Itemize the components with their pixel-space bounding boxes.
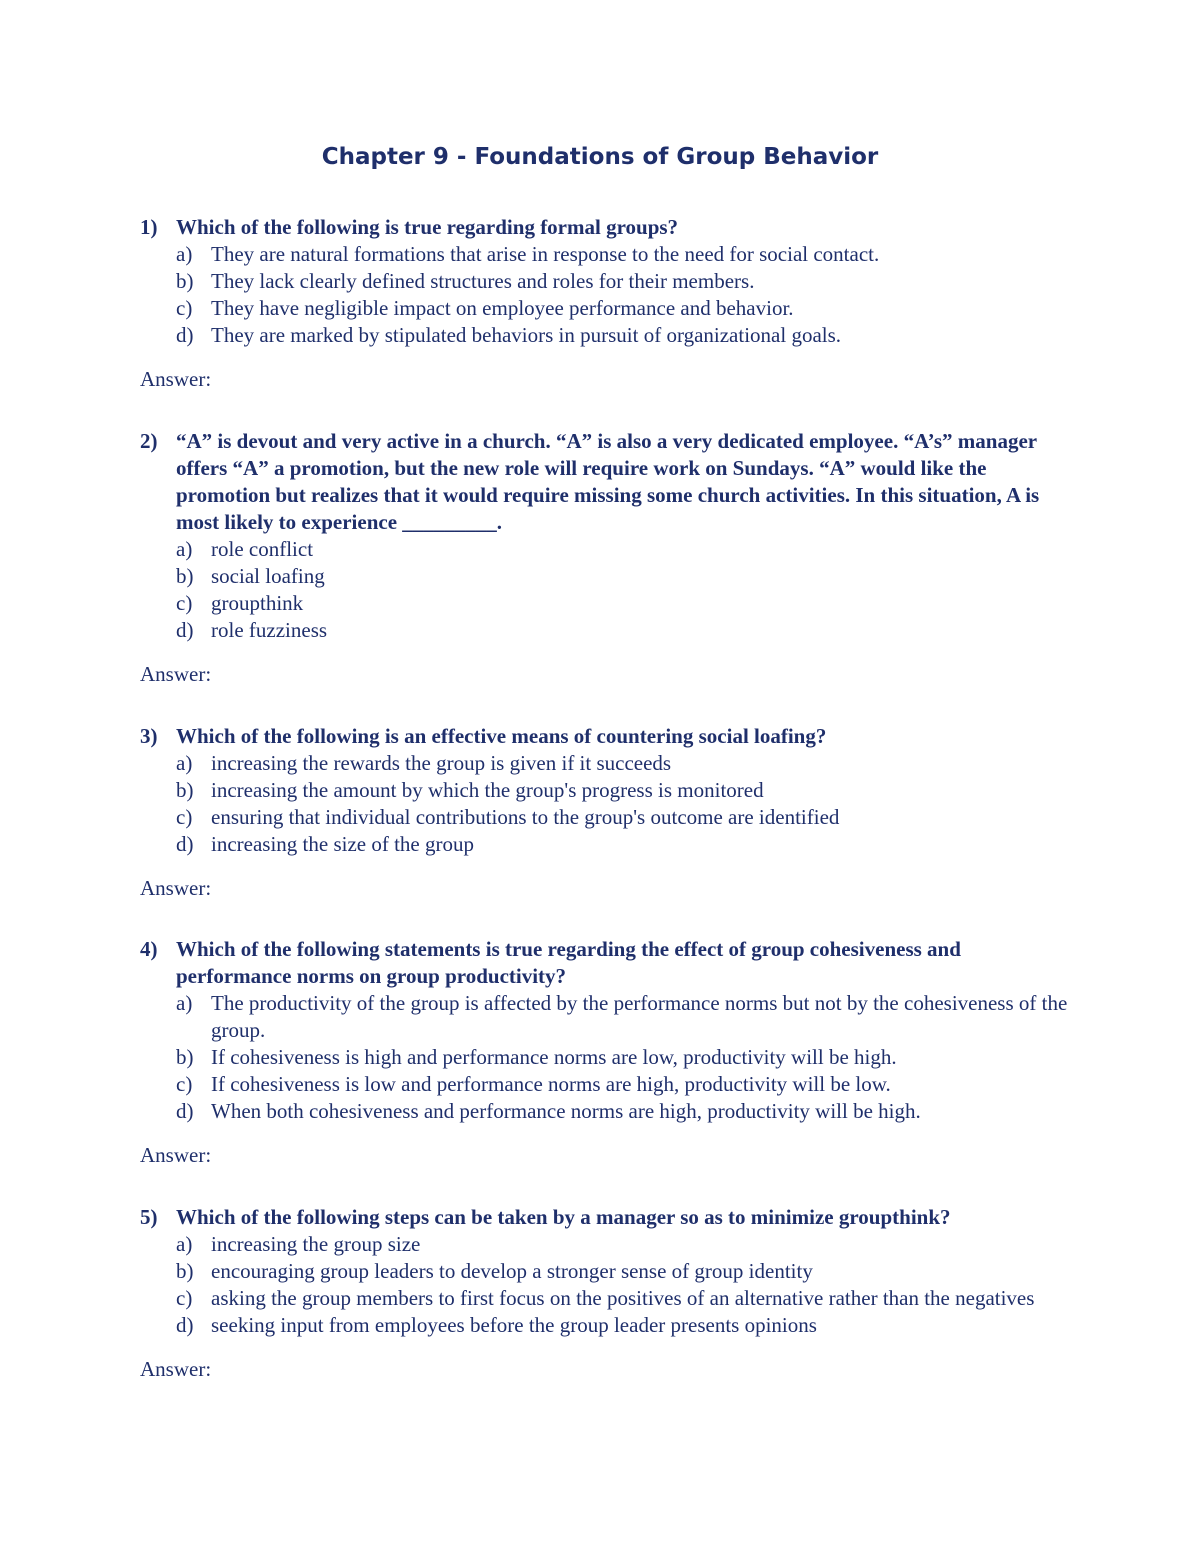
question-number: 1) xyxy=(140,215,158,239)
option-text: role fuzziness xyxy=(211,618,328,642)
option-letter: a) xyxy=(176,751,193,775)
question-4 xyxy=(140,936,1070,1169)
question-text: “A” is devout and very active in a church. “A” is also a very dedicated employee. “A’s” manager offers “A” a promotion, but the new role will require work on Sundays. “A” would like the promotion but realizes that it would require missing some church activities. In this situation, A is most likely to experience _________. xyxy=(176,429,1040,534)
option-text: seeking input from employees before the group leader presents opinions xyxy=(211,1313,817,1337)
option-d xyxy=(140,1098,1070,1125)
option-list xyxy=(140,750,1070,858)
question-stem xyxy=(140,1204,1070,1231)
question-number: 2) xyxy=(140,429,158,453)
option-list xyxy=(140,990,1070,1125)
option-letter: b) xyxy=(176,564,194,588)
option-text: increasing the rewards the group is given if it succeeds xyxy=(211,751,672,775)
option-text: increasing the amount by which the group's progress is monitored xyxy=(211,778,764,802)
option-letter: d) xyxy=(176,1099,194,1123)
option-letter: c) xyxy=(176,296,193,320)
option-d xyxy=(140,1312,1070,1339)
option-letter: b) xyxy=(176,269,194,293)
option-text: groupthink xyxy=(211,591,304,615)
option-text: asking the group members to first focus on the positives of an alternative rather than the negatives xyxy=(211,1286,1035,1310)
option-a xyxy=(140,536,1070,563)
option-text: increasing the size of the group xyxy=(211,832,474,856)
option-letter: a) xyxy=(176,1232,193,1256)
option-text: They are marked by stipulated behaviors in pursuit of organizational goals. xyxy=(211,323,842,347)
option-text: The productivity of the group is affected by the performance norms but not by the cohesiveness of the group. xyxy=(211,991,1068,1042)
question-1 xyxy=(140,214,1070,393)
option-c xyxy=(140,590,1070,617)
option-text: ensuring that individual contributions to the group's outcome are identified xyxy=(211,805,840,829)
option-a xyxy=(140,241,1070,268)
option-text: They are natural formations that arise in response to the need for social contact. xyxy=(211,242,880,266)
answer-label: Answer: xyxy=(140,876,212,900)
option-text: If cohesiveness is high and performance norms are low, productivity will be high. xyxy=(211,1045,897,1069)
option-c xyxy=(140,1285,1070,1312)
option-list xyxy=(140,1231,1070,1339)
option-letter: d) xyxy=(176,832,194,856)
question-stem xyxy=(140,428,1070,536)
option-letter: d) xyxy=(176,1313,194,1337)
question-2 xyxy=(140,428,1070,688)
option-text: They have negligible impact on employee performance and behavior. xyxy=(211,296,794,320)
option-b xyxy=(140,1258,1070,1285)
answer-label: Answer: xyxy=(140,1143,212,1167)
option-b xyxy=(140,563,1070,590)
option-letter: c) xyxy=(176,805,193,829)
option-letter: c) xyxy=(176,591,193,615)
option-d xyxy=(140,831,1070,858)
option-c xyxy=(140,1071,1070,1098)
question-number: 3) xyxy=(140,724,158,748)
answer-label: Answer: xyxy=(140,367,212,391)
page-title: Chapter 9 - Foundations of Group Behavior xyxy=(321,144,879,170)
option-text: increasing the group size xyxy=(211,1232,421,1256)
option-d xyxy=(140,322,1070,349)
option-b xyxy=(140,777,1070,804)
option-text: When both cohesiveness and performance norms are high, productivity will be high. xyxy=(211,1099,921,1123)
question-number: 4) xyxy=(140,937,158,961)
question-text: Which of the following is true regarding formal groups? xyxy=(176,215,679,239)
answer-label: Answer: xyxy=(140,1357,212,1381)
answer-label: Answer: xyxy=(140,662,212,686)
question-number: 5) xyxy=(140,1205,158,1229)
option-text: They lack clearly defined structures and roles for their members. xyxy=(211,269,755,293)
option-b xyxy=(140,1044,1070,1071)
option-text: role conflict xyxy=(211,537,314,561)
option-c xyxy=(140,804,1070,831)
option-text: social loafing xyxy=(211,564,325,588)
option-d xyxy=(140,617,1070,644)
option-list xyxy=(140,536,1070,644)
option-a xyxy=(140,1231,1070,1258)
option-letter: c) xyxy=(176,1072,193,1096)
question-stem xyxy=(140,214,1070,241)
option-letter: a) xyxy=(176,991,193,1015)
option-letter: a) xyxy=(176,242,193,266)
question-stem xyxy=(140,723,1070,750)
question-text: Which of the following is an effective means of countering social loafing? xyxy=(176,724,827,748)
option-letter: b) xyxy=(176,1045,194,1069)
option-text: If cohesiveness is low and performance norms are high, productivity will be low. xyxy=(211,1072,891,1096)
option-a xyxy=(140,990,1070,1044)
option-list xyxy=(140,241,1070,349)
option-letter: c) xyxy=(176,1286,193,1310)
option-letter: b) xyxy=(176,1259,194,1283)
option-letter: a) xyxy=(176,537,193,561)
option-c xyxy=(140,295,1070,322)
option-letter: b) xyxy=(176,778,194,802)
question-text: Which of the following steps can be taken by a manager so as to minimize groupthink? xyxy=(176,1205,951,1229)
option-b xyxy=(140,268,1070,295)
question-3 xyxy=(140,723,1070,902)
option-letter: d) xyxy=(176,618,194,642)
question-stem xyxy=(140,936,1070,990)
option-a xyxy=(140,750,1070,777)
option-letter: d) xyxy=(176,323,194,347)
option-text: encouraging group leaders to develop a stronger sense of group identity xyxy=(211,1259,813,1283)
question-text: Which of the following statements is true regarding the effect of group cohesiveness and performance norms on group productivity? xyxy=(176,937,961,988)
question-5 xyxy=(140,1204,1070,1383)
